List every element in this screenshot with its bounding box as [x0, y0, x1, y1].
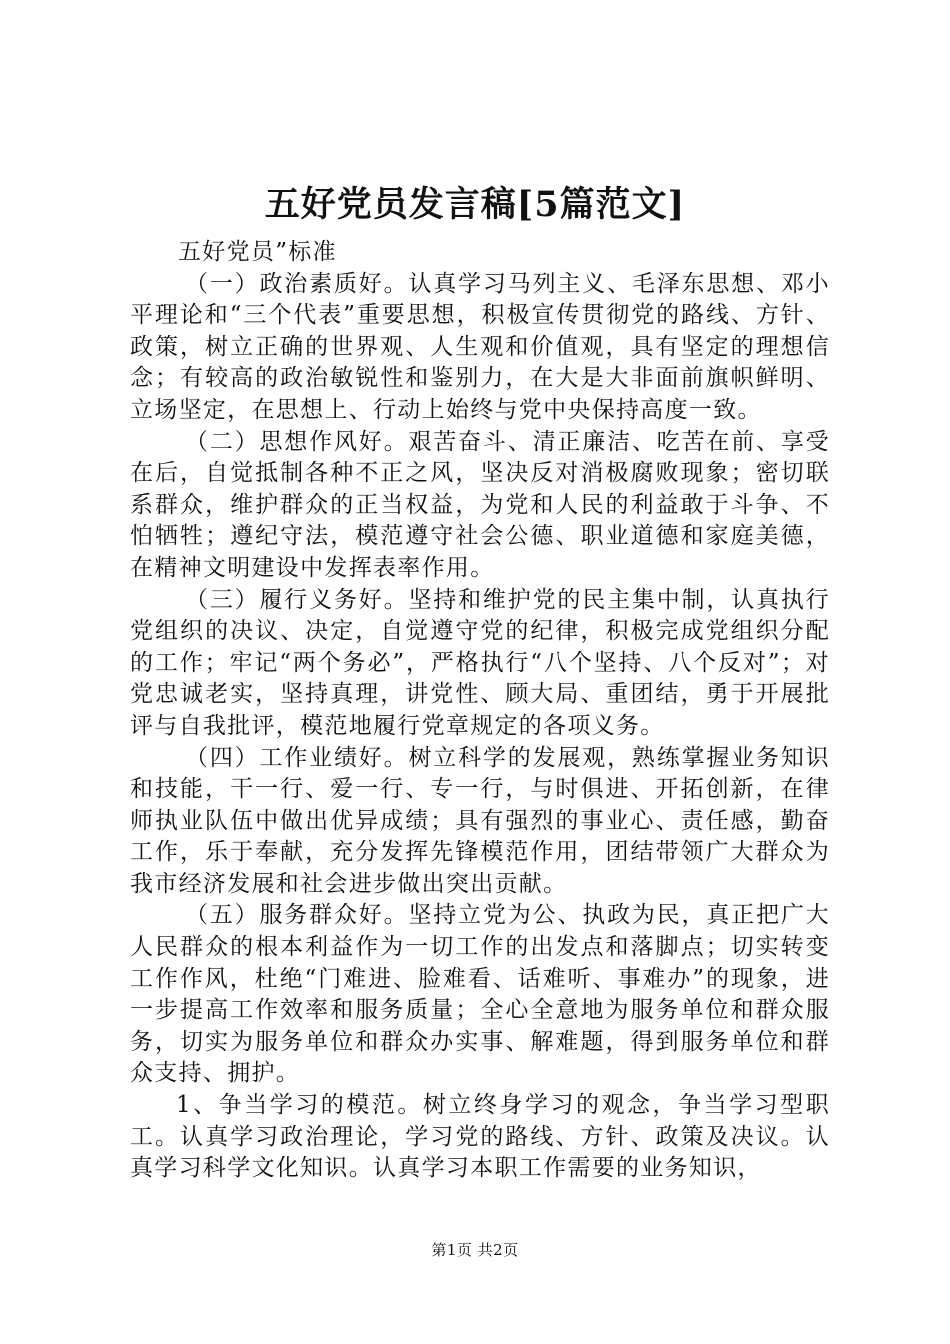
section-heading: 五好党员”标准 — [178, 239, 337, 265]
document-body — [130, 237, 830, 1185]
paragraph-political-quality: （一）政治素质好。认真学习马列主义、毛泽东思想、邓小平理论和“三个代表”重要思想，积极宣传贯彻党的路线、方针、政策，树立正确的世界观、人生观和价值观，具有坚定的理想信念；有较高的政治敏锐性和鉴别力，在大是大非面前旗帜鲜明、立场坚定，在思想上、行动上始终与党中央保持高度一致。 — [130, 270, 830, 423]
paragraph-learning-model: 1、争当学习的模范。树立终身学习的观念，争当学习型职工。认真学习政治理论，学习党的路线、方针、政策及决议。认真学习科学文化知识。认真学习本职工作需要的业务知识， — [130, 1092, 830, 1182]
paragraph-duties: （三）履行义务好。坚持和维护党的民主集中制，认真执行党组织的决议、决定，自觉遵守党的纪律，积极完成党组织分配的工作；牢记“两个务必”，严格执行“八个坚持、八个反对”；对党忠诚老实，坚持真理，讲党性、顾大局、重团结，勇于开展批评与自我批评，模范地履行党章规定的各项义务。 — [130, 586, 830, 739]
paragraph-work-style: （二）思想作风好。艰苦奋斗、清正廉洁、吃苦在前、享受在后，自觉抵制各种不正之风，坚决反对消极腐败现象；密切联系群众，维护群众的正当权益，为党和人民的利益敢于斗争、不怕牺牲；遵纪守法，模范遵守社会公德、职业道德和家庭美德，在精神文明建设中发挥表率作用。 — [130, 428, 830, 581]
document-title: 五好党员发言稿[5篇范文] — [264, 184, 686, 225]
page-footer: 第1页 共2页 — [431, 1241, 519, 1259]
paragraph-serving-public: （五）服务群众好。坚持立党为公、执政为民，真正把广大人民群众的根本利益作为一切工作的出发点和落脚点；切实转变工作作风，杜绝“门难进、脸难看、话难听、事难办”的现象，进一步提高工作效率和服务质量；全心全意地为服务单位和群众服务，切实为服务单位和群众办实事、解难题，得到服务单位和群众支持、拥护。 — [130, 902, 830, 1087]
paragraph-performance: （四）工作业绩好。树立科学的发展观，熟练掌握业务知识和技能，干一行、爱一行、专一行，与时俱进、开拓创新，在律师执业队伍中做出优异成绩；具有强烈的事业心、责任感，勤奋工作，乐于奉献，充分发挥先锋模范作用，团结带领广大群众为我市经济发展和社会进步做出突出贡献。 — [130, 744, 830, 897]
